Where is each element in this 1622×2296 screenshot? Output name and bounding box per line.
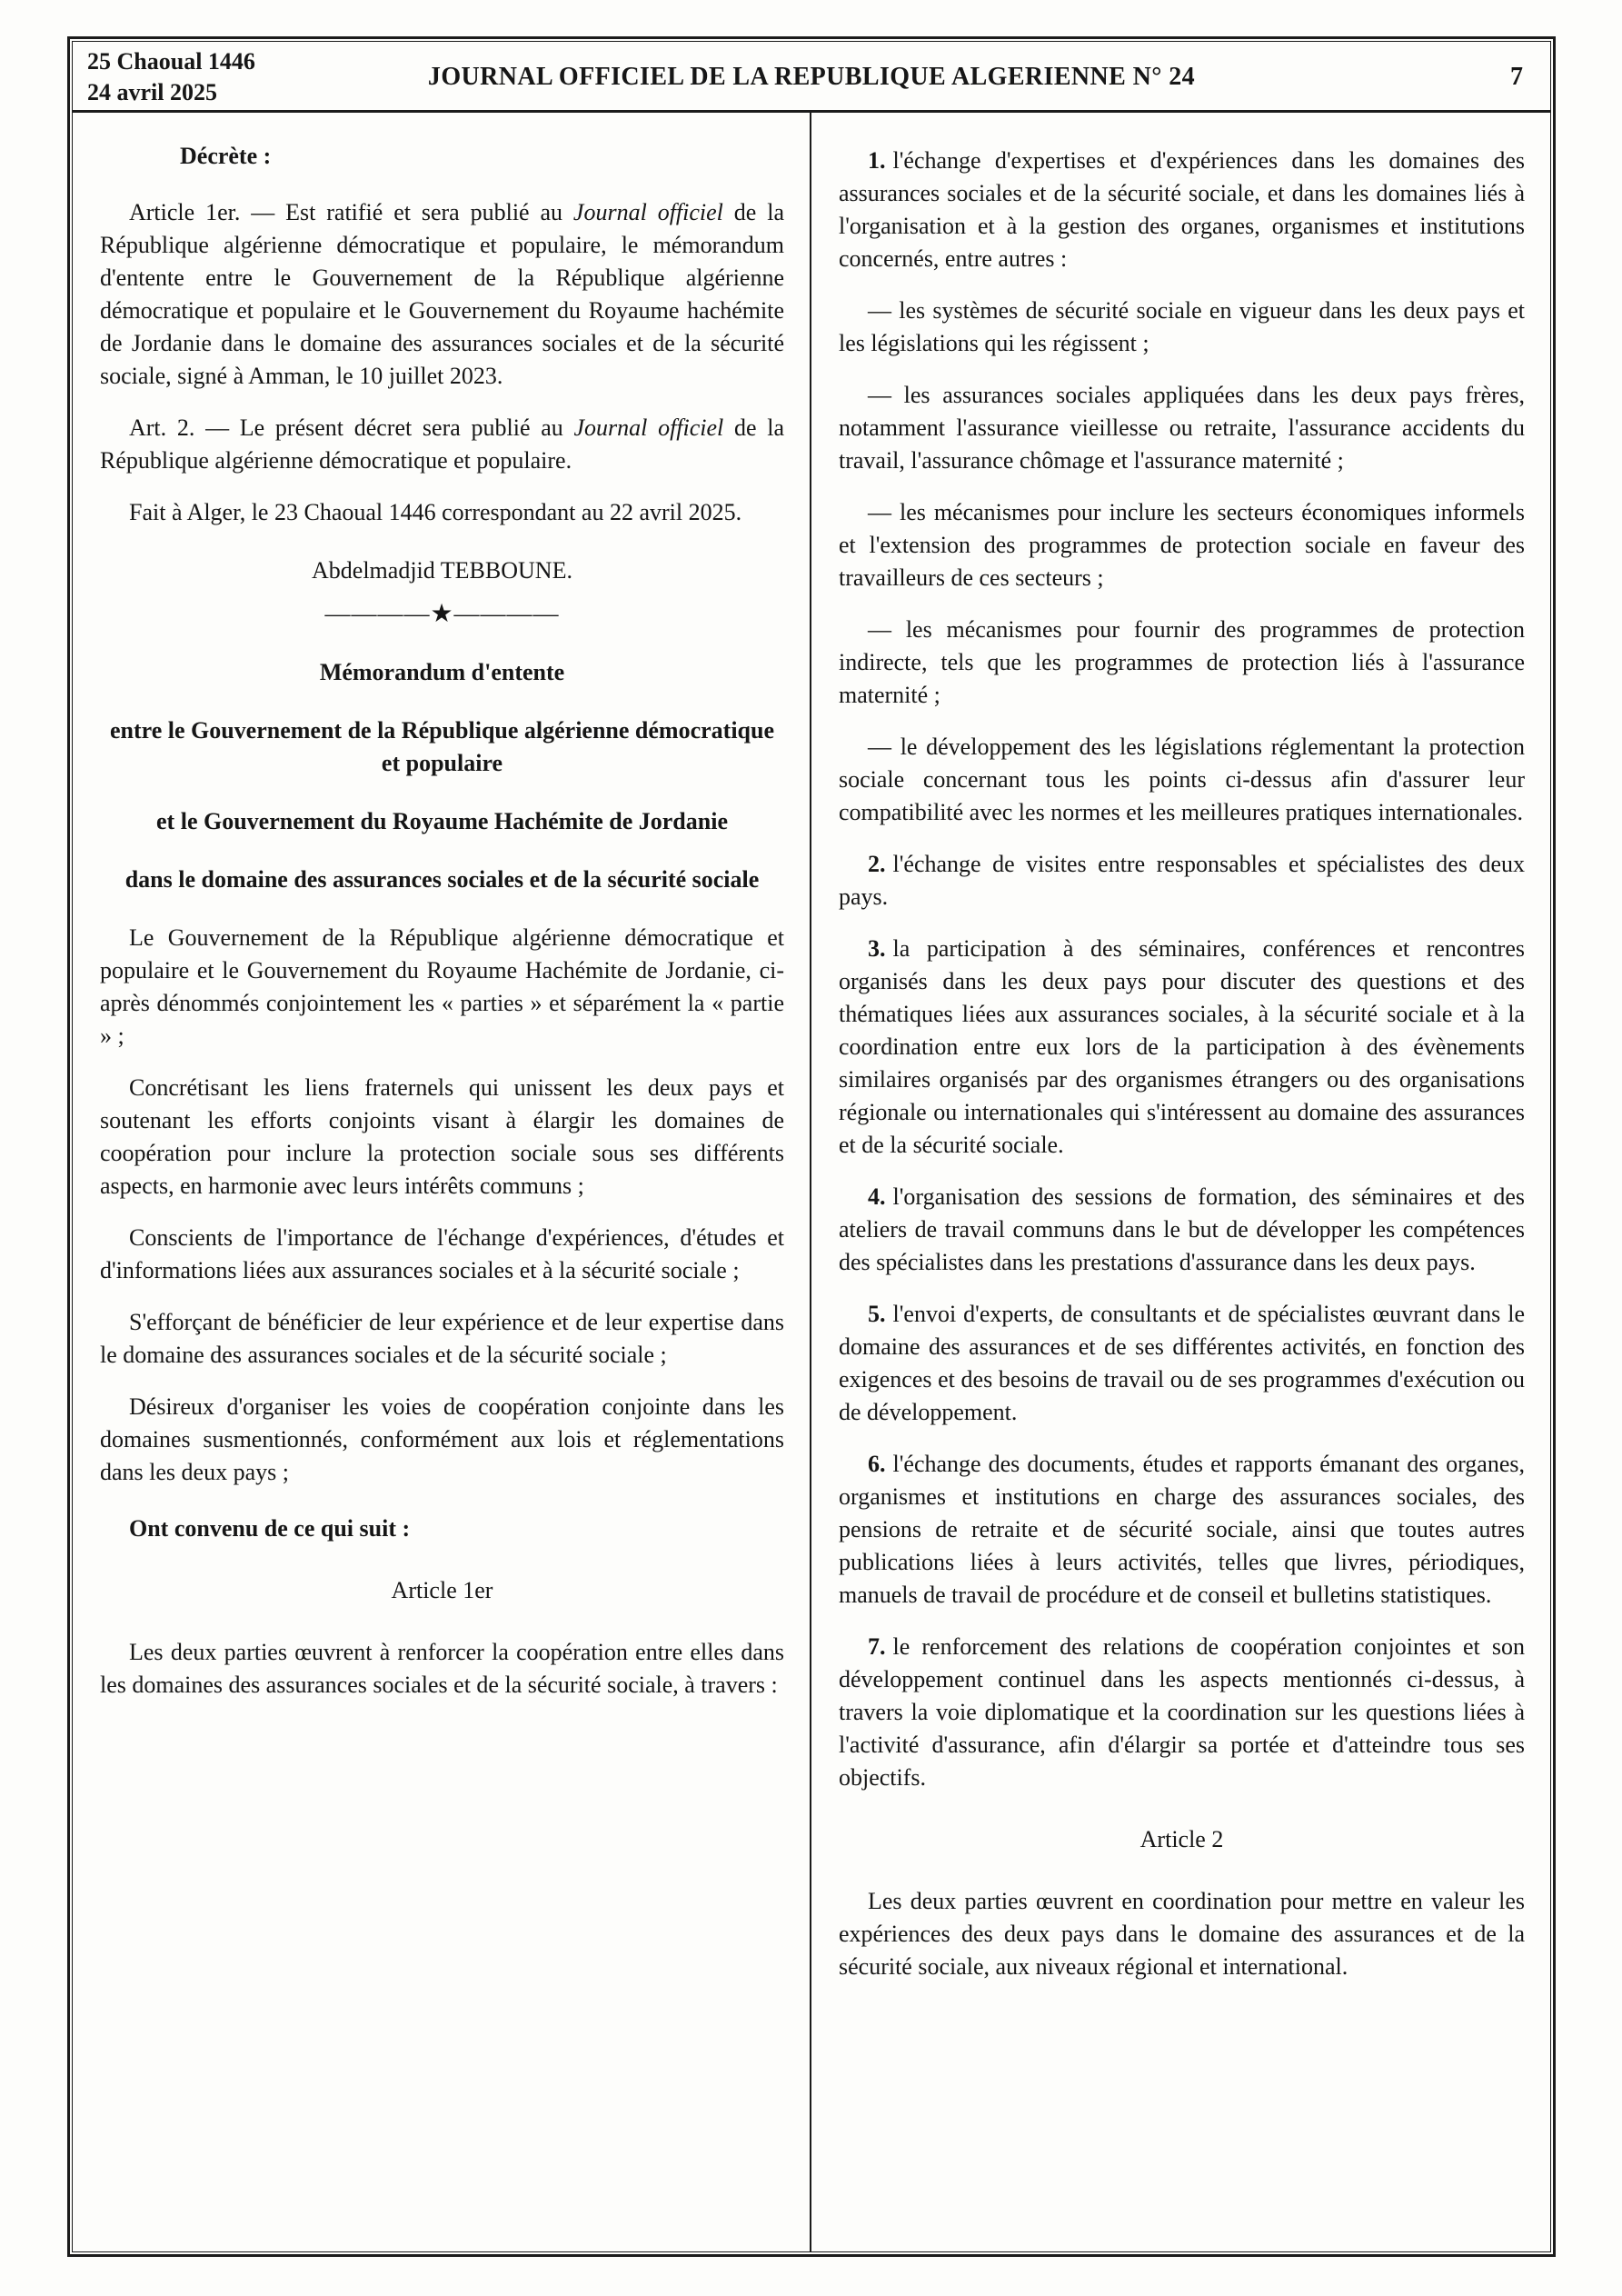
agreement-line: Ont convenu de ce qui suit : (129, 1515, 411, 1542)
page-body (73, 113, 1550, 2251)
item-text: l'échange de visites entre responsables et spécialistes des deux pays. (839, 851, 1525, 910)
star-separator: ————★———— (324, 600, 560, 628)
numbered-item-2 (839, 848, 1525, 913)
page-header (73, 42, 1550, 113)
dash-item: — le développement des les législations réglementant la protection sociale concernant tous les points ci-dessus afin d'assurer leur compatibilité avec les normes et les meilleures pratiques internationales. (839, 734, 1525, 825)
page-frame-outer (67, 36, 1556, 2257)
item-text: l'envoi d'experts, de consultants et de spécialistes œuvrant dans le domaine des assurances et de ses différentes activités, en fonction des exigences et des besoins de travail ou de ses programmes d'exécution ou de développement. (839, 1301, 1525, 1425)
preamble-paragraph: Conscients de l'importance de l'échange d'expériences, d'études et d'informations liées aux assurances sociales et à la sécurité sociale ; (100, 1224, 784, 1283)
article-1-lead: Article 1er. — Est ratifié et sera publié au (129, 199, 573, 225)
header-date-hijri: 25 Chaoual 1446 (87, 48, 255, 75)
left-column (73, 113, 811, 2251)
article-2-paragraph (100, 412, 784, 477)
right-column (811, 113, 1550, 2251)
memo-heading-3: et le Gouvernement du Royaume Hachémite de Jordanie (156, 808, 728, 834)
decree-heading: Décrète : (180, 143, 272, 169)
article-2-lead: Art. 2. — Le présent décret sera publié au (129, 414, 574, 441)
header-date-gregorian: 24 avril 2025 (87, 79, 217, 105)
article-1-heading: Article 1er (391, 1577, 493, 1603)
item-text: l'échange des documents, études et rapports émanant des organes, organismes et institutions en charge des assurances sociales, des pensions de retraite et de sécurité sociale, ainsi que toutes autres publications liées à leurs activités, telles que livres, périodiques, manuels de travail de procédure et de conseil et bulletins statistiques. (839, 1451, 1525, 1608)
article-2-text: Les deux parties œuvrent en coordination pour mettre en valeur les expériences des deux pays dans le domaine des assurances et de la sécurité sociale, aux niveaux régional et international. (839, 1888, 1525, 1980)
item-number: 4. (868, 1183, 886, 1210)
numbered-item-7 (839, 1631, 1525, 1794)
journal-officiel-italic: Journal officiel (572, 199, 723, 225)
numbered-item-1 (839, 145, 1525, 275)
signature-name: Abdelmadjid TEBBOUNE. (312, 557, 572, 584)
article-1-intro: Les deux parties œuvrent à renforcer la coopération entre elles dans les domaines des assurances sociales et de la sécurité sociale, à travers : (100, 1639, 784, 1698)
page-frame-inner (72, 41, 1551, 2252)
item-number: 2. (868, 851, 886, 877)
article-1-rest: de la République algérienne démocratique et populaire, le mémorandum d'entente entre le Gouvernement de la République algérienne démocratique et populaire et le Gouvernement du Royaume hachémite de Jordanie dans le domaine des assurances sociales et de la sécurité sociale, signé à Amman, le 10 juillet 2023. (100, 199, 784, 389)
item-number: 6. (868, 1451, 886, 1477)
numbered-item-4 (839, 1181, 1525, 1279)
article-2-heading: Article 2 (1139, 1826, 1224, 1852)
memo-heading-1: Mémorandum d'entente (319, 659, 565, 685)
item-number: 3. (868, 935, 886, 962)
dash-item: — les assurances sociales appliquées dans les deux pays frères, notamment l'assurance vieillesse ou retraite, l'assurance accidents du travail, l'assurance chômage et l'assurance maternité ; (839, 382, 1525, 474)
journal-officiel-italic: Journal officiel (573, 414, 724, 441)
journal-title: JOURNAL OFFICIEL DE LA REPUBLIQUE ALGERIENNE N° 24 (427, 63, 1196, 91)
item-text: la participation à des séminaires, conférences et rencontres organisés dans les deux pays pour discuter des questions et des thématiques liées aux assurances sociales, à la sécurité sociale et à la coordination entre eux lors de la participation à des évènements similaires organisés par des organismes étrangers ou des organisations régionale ou internationales qui s'intéressent au domaine des assurances et de la sécurité sociale. (839, 935, 1525, 1158)
item-text: l'organisation des sessions de formation, des séminaires et des ateliers de travail communs dans le but de développer les compétences des spécialistes dans les prestations d'assurance dans les deux pays. (839, 1183, 1525, 1275)
dash-item: — les mécanismes pour inclure les secteurs économiques informels et l'extension des programmes de protection sociale en faveur des travailleurs de ces secteurs ; (839, 499, 1525, 591)
item-text: l'échange d'expertises et d'expériences dans les domaines des assurances sociales et de la sécurité sociale, et dans les domaines liés à l'organisation et à la gestion des organes, organismes et institutions concernés, entre autres : (839, 147, 1525, 272)
item-text: le renforcement des relations de coopération conjointes et son développement continuel dans les aspects mentionnés ci-dessus, à travers la voie diplomatique et la coordination sur les questions liées à l'activité d'assurance, afin d'élargir sa portée et d'atteindre tous ses objectifs. (839, 1633, 1525, 1791)
numbered-item-5 (839, 1298, 1525, 1429)
article-1-paragraph (100, 196, 784, 393)
memo-heading-4: dans le domaine des assurances sociales et de la sécurité sociale (124, 866, 760, 893)
dash-item: — les systèmes de sécurité sociale en vigueur dans les deux pays et les législations qui les régissent ; (839, 297, 1525, 356)
article-2-rest: de la République algérienne démocratique et populaire. (100, 414, 784, 474)
preamble-paragraph: Désireux d'organiser les voies de coopération conjointe dans les domaines susmentionnés, conformément aux lois et réglementations dans les deux pays ; (100, 1393, 784, 1485)
dash-item: — les mécanismes pour fournir des programmes de protection indirecte, tels que les programmes de protection liés à l'assurance maternité ; (839, 616, 1525, 708)
memo-heading-2: entre le Gouvernement de la République algérienne démocratique et populaire (109, 717, 775, 776)
signature-place-date: Fait à Alger, le 23 Chaoual 1446 correspondant au 22 avril 2025. (129, 499, 742, 525)
preamble-paragraph: Concrétisant les liens fraternels qui unissent les deux pays et soutenant les efforts conjoints visant à élargir les domaines de coopération pour inclure la protection sociale sous ses différents aspects, en harmonie avec leurs intérêts communs ; (100, 1074, 784, 1199)
item-number: 5. (868, 1301, 886, 1327)
numbered-item-3 (839, 933, 1525, 1162)
page-number: 7 (1510, 63, 1523, 91)
item-number: 1. (868, 147, 886, 174)
numbered-item-6 (839, 1448, 1525, 1612)
item-number: 7. (868, 1633, 886, 1660)
preamble-paragraph: Le Gouvernement de la République algérienne démocratique et populaire et le Gouvernement du Royaume Hachémite de Jordanie, ci-après dénommés conjointement les « parties » et séparément la « partie » ; (100, 924, 784, 1049)
header-dates (87, 46, 255, 108)
preamble-paragraph: S'efforçant de bénéficier de leur expérience et de leur expertise dans le domaine des assurances sociales et de la sécurité sociale ; (100, 1309, 784, 1368)
